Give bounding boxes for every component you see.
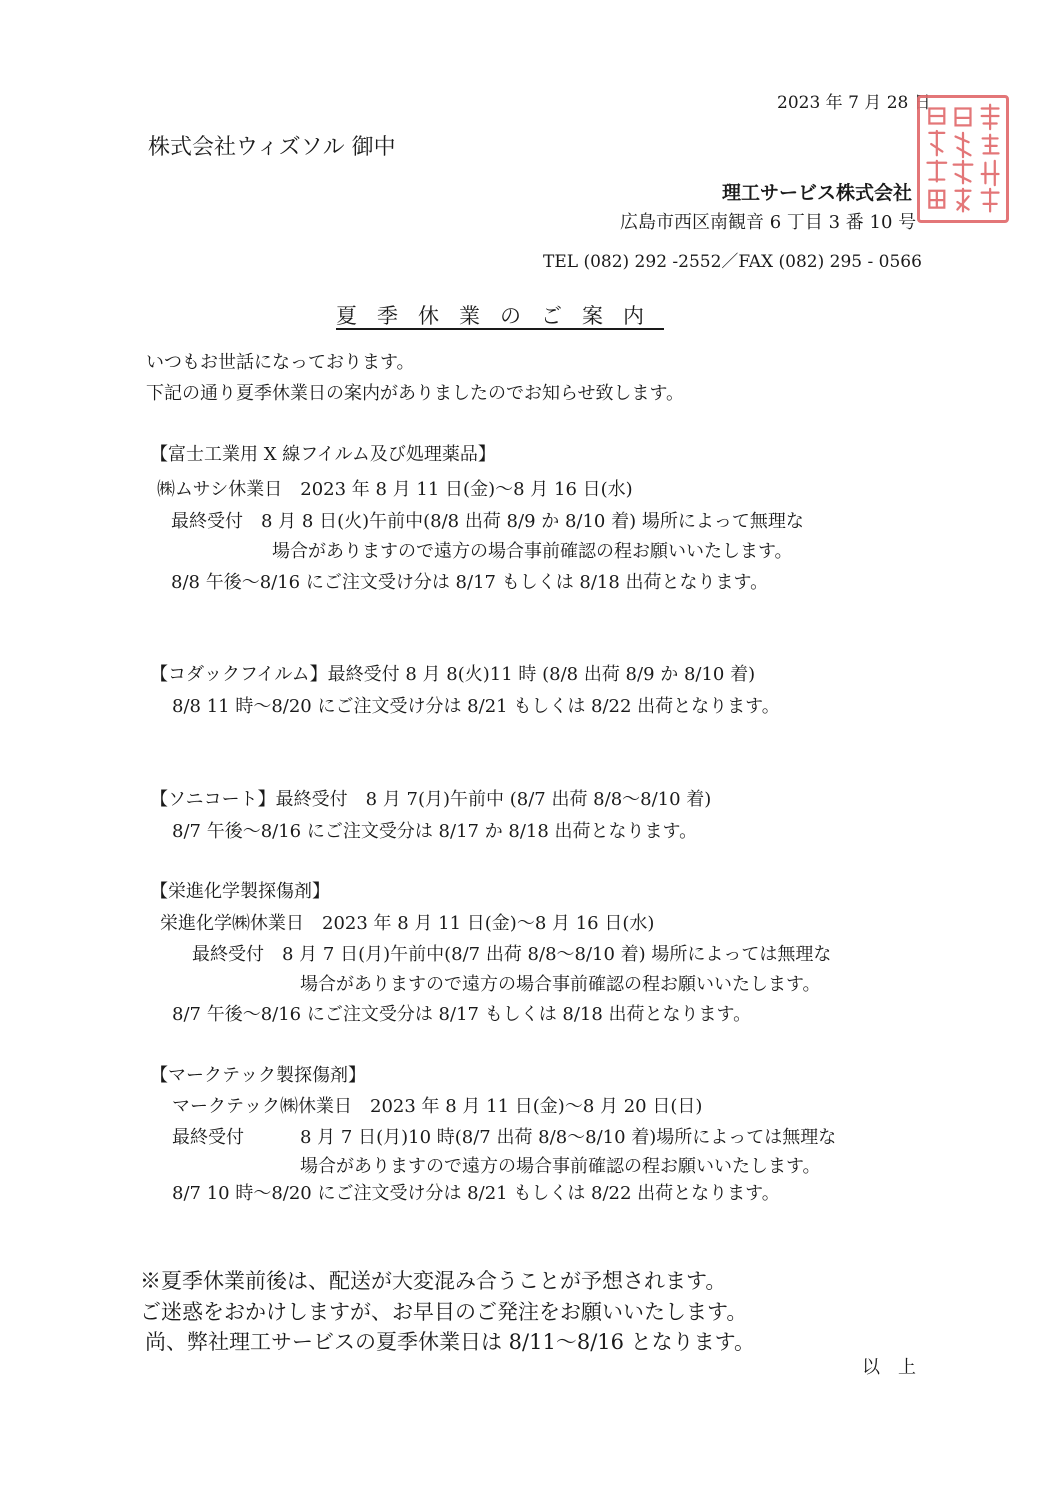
section-line: 8/8 11 時～8/20 にご注文受け分は 8/21 もしくは 8/22 出荷となります。 <box>172 696 780 717</box>
intro-line: 下記の通り夏季休業日の案内がありましたのでお知らせ致します。 <box>146 383 685 404</box>
document-ending: 以 上 <box>862 1357 916 1378</box>
section-line: 8/8 午後～8/16 にご注文受け分は 8/17 もしくは 8/18 出荷となります。 <box>171 572 769 593</box>
section-heading-fuji: 【富士工業用 X 線フイルム及び処理薬品】 <box>150 444 496 465</box>
section-line: マークテック㈱休業日 2023 年 8 月 11 日(金)～8 月 20 日(日) <box>172 1096 703 1117</box>
sender-tel-fax: TEL (082) 292 -2552／FAX (082) 295 - 0566 <box>543 252 922 272</box>
section-line: 8 月 7 日(月)10 時(8/7 出荷 8/8～8/10 着)場所によっては無理な <box>300 1127 837 1148</box>
document-title: 夏季休業のご案内 <box>336 304 664 328</box>
sender-address: 広島市西区南観音 6 丁目 3 番 10 号 <box>620 212 917 233</box>
section-heading-eishin: 【栄進化学製探傷剤】 <box>150 881 330 902</box>
section-line: 最終受付 8 月 8 日(火)午前中(8/8 出荷 8/9 か 8/10 着) 場所によって無理な <box>171 511 804 532</box>
closing-note-line: 尚、弊社理工サービスの夏季休業日は 8/11～8/16 となります。 <box>145 1330 755 1354</box>
section-line: 8/7 午後～8/16 にご注文受分は 8/17 か 8/18 出荷となります。 <box>172 821 698 842</box>
section-line: 8/7 10 時～8/20 にご注文受け分は 8/21 もしくは 8/22 出荷となります。 <box>172 1183 780 1204</box>
section-heading-kodak: 【コダックフイルム】最終受付 8 月 8(火)11 時 (8/8 出荷 8/9 か 8/10 着) <box>150 664 756 685</box>
section-line: 栄進化学㈱休業日 2023 年 8 月 11 日(金)～8 月 16 日(水) <box>160 913 655 934</box>
section-line: 最終受付 <box>172 1127 244 1148</box>
sender-company: 理工サービス株式会社 <box>722 182 913 204</box>
closing-note-line: ご迷惑をおかけしますが、お早目のご発注をお願いいたします。 <box>140 1300 748 1324</box>
section-heading-sonicoat: 【ソニコート】最終受付 8 月 7(月)午前中 (8/7 出荷 8/8～8/10 着) <box>150 789 712 810</box>
section-line: 場合がありますので遠方の場合事前確認の程お願いいたします。 <box>300 974 821 995</box>
section-line: 場合がありますので遠方の場合事前確認の程お願いいたします。 <box>300 1156 821 1177</box>
section-line: 8/7 午後～8/16 にご注文受分は 8/17 もしくは 8/18 出荷となります。 <box>172 1004 752 1025</box>
closing-note-line: ※夏季休業前後は、配送が大変混み合うことが予想されます。 <box>140 1269 727 1293</box>
recipient-name: 株式会社ウィズソル 御中 <box>148 135 396 160</box>
section-line: 場合がありますので遠方の場合事前確認の程お願いいたします。 <box>272 541 793 562</box>
intro-line: いつもお世話になっております。 <box>146 352 415 373</box>
document-date: 2023 年 7 月 28 日 <box>777 93 931 113</box>
company-seal-stamp <box>917 95 1009 223</box>
section-line: ㈱ムサシ休業日 2023 年 8 月 11 日(金)～8 月 16 日(水) <box>157 479 633 500</box>
section-heading-marktec: 【マークテック製探傷剤】 <box>150 1065 366 1086</box>
section-line: 最終受付 8 月 7 日(月)午前中(8/7 出荷 8/8～8/10 着) 場所によっては無理な <box>192 944 832 965</box>
seal-glyphs-icon <box>920 98 1006 220</box>
